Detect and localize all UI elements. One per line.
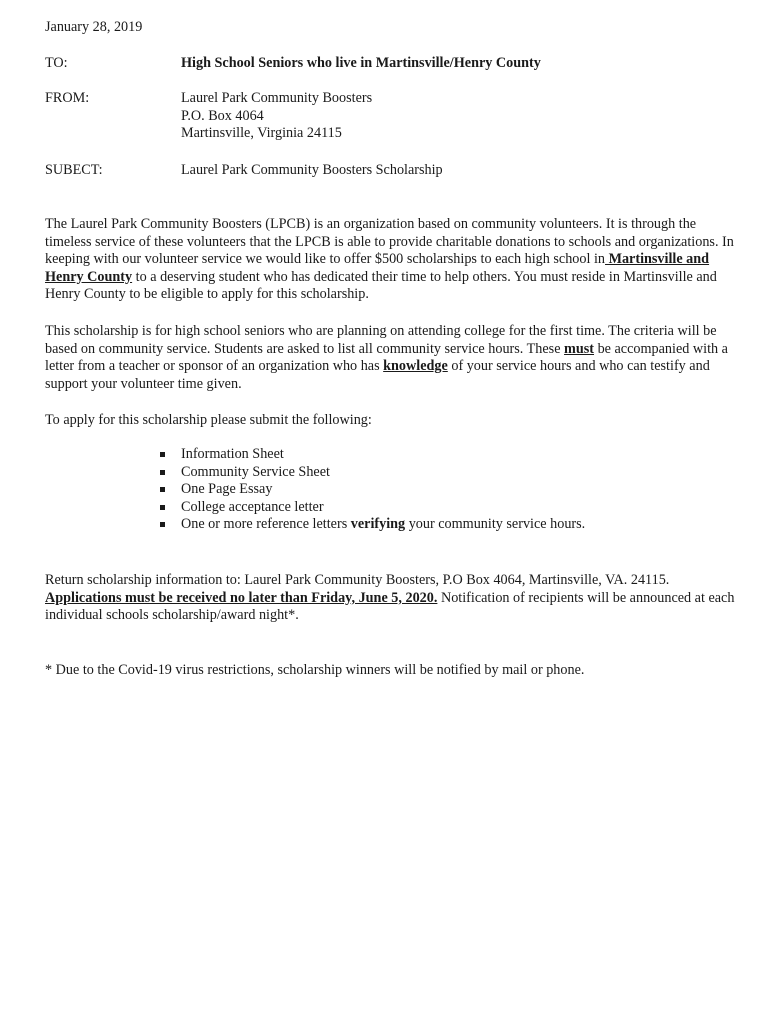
intro-text-b: to a deserving student who has dedicated their time to help others. You must reside in Martinsville and Henry County to be eligible to apply for this scholarship.: [45, 268, 717, 303]
deadline-text: Applications must be received no later than Friday, June 5, 2020.: [45, 589, 438, 606]
footnote: * Due to the Covid-19 virus restrictions, scholarship winners will be notified by mail or phone.: [45, 662, 585, 678]
return-text-b: Notification of recipients will be announced at each individual schools scholarship/award night*.: [45, 589, 735, 624]
criteria-text-b: be accompanied with a letter from a teacher or sponsor of an organization who has: [45, 340, 728, 375]
criteria-paragraph: [45, 323, 735, 393]
criteria-emphasis-knowledge: knowledge: [383, 358, 448, 375]
bullet-icon: [160, 470, 165, 475]
list-item: [160, 516, 720, 534]
from-line-organization: Laurel Park Community Boosters: [181, 90, 373, 106]
criteria-text-c: of your service hours and who can testify and support your volunteer time given.: [45, 358, 710, 392]
memo-date: January 28, 2019: [45, 19, 143, 35]
return-paragraph: [45, 572, 735, 625]
requirement-text-b: your community service hours.: [405, 516, 586, 533]
subject-value: Laurel Park Community Boosters Scholarship: [181, 162, 443, 178]
bullet-icon: [160, 452, 165, 457]
to-value: High School Seniors who live in Martinsville/Henry County: [181, 55, 541, 71]
intro-emphasis: Martinsville and Henry County: [45, 251, 710, 285]
from-label: FROM:: [45, 90, 90, 106]
intro-paragraph: [45, 216, 735, 304]
bullet-icon: [160, 487, 165, 492]
requirements-list: [160, 446, 720, 534]
subject-row: [45, 162, 745, 182]
requirement-text: One Page Essay: [181, 481, 273, 498]
list-item: [160, 464, 720, 482]
from-line-po-box: P.O. Box 4064: [181, 107, 264, 124]
return-text-a: Return scholarship information to: Laurel Park Community Boosters, P.O Box 4064, Martinsville, VA. 24115.: [45, 572, 670, 588]
list-item: [160, 446, 720, 464]
to-label: TO:: [45, 55, 68, 71]
from-line-city: Martinsville, Virginia 24115: [181, 125, 342, 142]
to-row: [45, 55, 745, 75]
requirement-text-a: One or more reference letters: [181, 516, 351, 533]
subject-label: SUBECT:: [45, 162, 103, 178]
requirement-emphasis: verifying: [350, 516, 406, 533]
apply-instructions: To apply for this scholarship please submit the following:: [45, 412, 372, 428]
requirement-text: Information Sheet: [181, 446, 284, 462]
from-row: [45, 90, 745, 146]
criteria-text-a: This scholarship is for high school seniors who are planning on attending college for the first time. The criteria will be based on community service. Students are asked to list all community service hours. These: [45, 323, 717, 357]
intro-text-a: The Laurel Park Community Boosters (LPCB) is an organization based on community volunteers. It is through the timeless service of these volunteers that the LPCB is able to provide charitable donations to schools and organizations. In keeping with our volunteer service we would like to offer $500 scholarships to each high school in: [45, 216, 734, 268]
requirement-text: Community Service Sheet: [181, 463, 330, 480]
bullet-icon: [160, 505, 165, 510]
bullet-icon: [160, 522, 165, 527]
from-address: [181, 90, 741, 143]
requirement-text: College acceptance letter: [181, 498, 324, 515]
criteria-emphasis-must: must: [564, 340, 595, 357]
list-item: [160, 499, 720, 517]
list-item: [160, 481, 720, 499]
